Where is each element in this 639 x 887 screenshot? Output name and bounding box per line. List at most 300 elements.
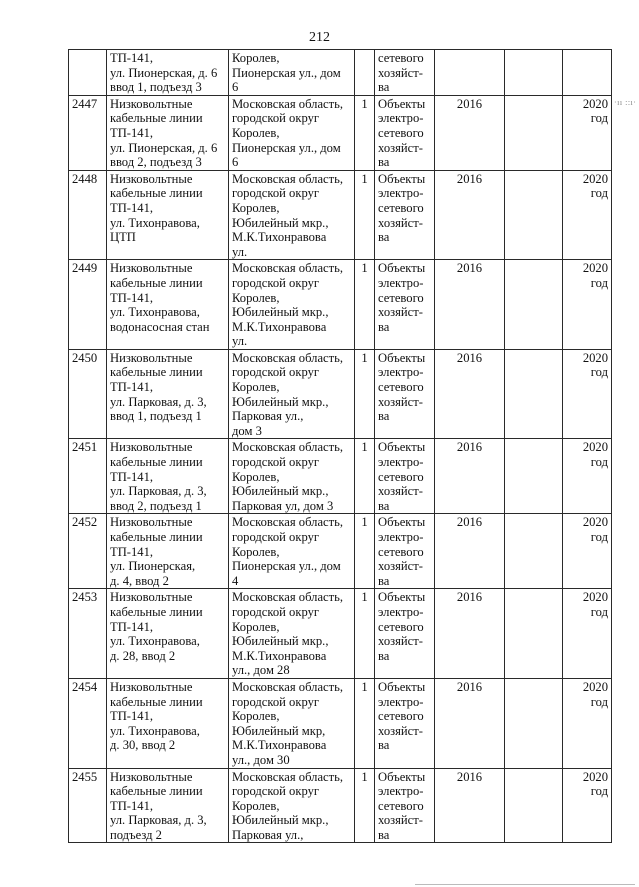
term-cell [563,439,612,514]
address-cell [229,768,355,843]
object-type-line: Объекты [378,515,426,530]
term-year: 2020 [582,440,608,455]
object-year: 2016 [456,96,483,111]
object-type-line: хозяйст- [378,723,423,738]
object-type-line: ва [378,80,390,95]
empty-cell [505,170,563,260]
object-type-line: Объекты [378,171,426,186]
term-unit: год [590,530,608,544]
object-address [232,770,351,843]
object-name-line: кабельные линии [110,455,203,470]
address-cell [229,50,355,96]
table-row [69,349,612,439]
object-type-line: ва [378,230,390,245]
quantity-cell [355,589,375,679]
object-quantity: 1 [361,350,368,365]
term-cell [563,50,612,96]
object-address-line: Королев, [232,51,280,65]
object-address-line: Московская область, [232,261,344,276]
object-type [378,440,431,513]
object-type-line: Объекты [378,679,426,694]
object-name-line: ТП-141, [110,125,154,140]
object-address-line: ул., дом 30 [232,752,290,767]
object-type-line: ва [378,409,390,424]
object-name-line: ТП-141, [110,544,154,559]
object-address [232,261,351,349]
page-number: 212 [309,30,330,45]
object-name-cell [107,768,229,843]
year-cell [435,170,505,260]
row-number-cell [69,439,107,514]
object-address-line: городской округ [232,111,320,126]
object-address-line: Юбилейный мкр., [232,634,329,649]
object-type-line: Объекты [378,350,426,365]
object-address-line: 6 [232,80,239,95]
row-number: 2450 [72,350,98,365]
object-type [378,770,431,843]
object-name-line: кабельные линии [110,784,203,799]
object-address-line: Королев, [232,619,280,634]
object-type-cell [375,50,435,96]
object-address-line: М.К.Тихонравова [232,319,327,334]
object-name [110,351,225,424]
row-number-cell [69,95,107,170]
table-row [69,260,612,350]
object-name [110,770,225,843]
row-number-cell [69,678,107,768]
term-cell [563,95,612,170]
object-address-line: Пионерская ул., дом [232,65,341,80]
object-address [232,172,351,260]
object-type-line: сетевого [378,798,424,813]
object-quantity: 1 [361,515,368,530]
quantity-cell [355,95,375,170]
address-cell [229,260,355,350]
term-cell [563,589,612,679]
object-type-line: хозяйст- [378,140,423,155]
object-year: 2016 [456,769,483,784]
object-name-line: д. 28, ввод 2 [110,648,176,663]
quantity-cell [355,439,375,514]
object-type-line: ва [378,648,390,663]
object-address-line: городской округ [232,604,320,619]
object-address-line: Парковая ул, дом 3 [232,498,334,513]
object-type-line: ва [378,155,390,170]
quantity-cell [355,50,375,96]
table-row [69,95,612,170]
object-name-line: водонасосная стан [110,319,210,334]
object-type-line: ва [378,573,390,588]
object-address-line: Московская область, [232,96,344,111]
object-name-line: Низковольтные [110,171,193,186]
term-year: 2020 [582,96,608,111]
object-type-cell [375,514,435,589]
object-address-line: Королев, [232,200,280,215]
object-type-line: Объекты [378,590,426,605]
year-cell [435,678,505,768]
object-type-line: сетевого [378,469,424,484]
object-name-line: Низковольтные [110,769,193,784]
object-name-line: ТП-141, [110,290,154,305]
term-cell [563,514,612,589]
object-name-cell [107,678,229,768]
object-name-line: Низковольтные [110,515,193,530]
object-address-line: Пионерская ул., дом [232,140,341,155]
side-margin-mark: ·ıı ::ı· [614,98,637,107]
object-type-line: хозяйст- [378,215,423,230]
object-name-line: ЦТП [110,230,136,245]
object-name-cell [107,170,229,260]
object-address-line: М.К.Тихонравова [232,738,327,753]
object-name-line: ул. Парковая, д. 3, [110,394,207,409]
year-cell [435,50,505,96]
object-name-line: ввод 2, подъезд 3 [110,155,202,170]
object-address-line: городской округ [232,530,320,544]
object-name-line: Низковольтные [110,440,193,455]
object-type-line: электро- [378,784,424,799]
object-name [110,590,225,663]
object-name-line: Низковольтные [110,96,193,111]
object-address-line: Юбилейный мкр., [232,305,329,320]
object-year: 2016 [456,350,483,365]
row-number-cell [69,768,107,843]
object-address-line: Королев, [232,544,280,559]
object-quantity: 1 [361,769,368,784]
address-cell [229,349,355,439]
empty-cell [505,514,563,589]
object-type [378,590,431,663]
row-number: 2451 [72,440,98,455]
object-quantity: 1 [361,679,368,694]
object-quantity: 1 [361,261,368,276]
row-number: 2447 [72,96,98,111]
object-type-line: Объекты [378,96,426,111]
object-address-line: Юбилейный мкр., [232,813,329,828]
object-address-line: Юбилейный мкр, [232,723,326,738]
object-type [378,97,431,170]
object-name-line: ул. Пионерская, [110,559,196,574]
object-type-line: Объекты [378,440,426,455]
object-quantity: 1 [361,440,368,455]
row-number: 2453 [72,590,98,605]
object-year: 2016 [456,590,483,605]
object-name-line: Низковольтные [110,679,193,694]
object-name-cell [107,439,229,514]
table-row [69,50,612,96]
object-type-line: сетевого [378,709,424,724]
object-type [378,515,431,588]
object-name [110,261,225,334]
object-year: 2016 [456,171,483,186]
object-name-line: кабельные линии [110,694,203,709]
object-address-line: Королев, [232,709,280,724]
object-type-line: сетевого [378,51,424,65]
object-name-line: ТП-141, [110,200,154,215]
term-year: 2020 [582,515,608,530]
object-name-line: ул. Тихонравова, [110,305,200,320]
object-address-line: Московская область, [232,590,344,605]
object-type-cell [375,439,435,514]
row-number-cell [69,514,107,589]
object-type-line: сетевого [378,125,424,140]
address-cell [229,95,355,170]
object-year: 2016 [456,679,483,694]
quantity-cell [355,514,375,589]
term-cell [563,349,612,439]
object-address-line: Московская область, [232,171,344,186]
table-row [69,678,612,768]
object-type-line: хозяйст- [378,484,423,499]
object-address-line: городской округ [232,784,320,799]
object-type-line: хозяйст- [378,65,423,80]
object-type-line: электро- [378,530,424,544]
term-year: 2020 [582,590,608,605]
object-address-line: Московская область, [232,440,344,455]
quantity-cell [355,260,375,350]
object-address-line: Юбилейный мкр., [232,394,329,409]
object-name-cell [107,260,229,350]
object-address-line: ул., дом 28 [232,663,290,678]
term-unit: год [590,111,608,126]
object-type-line: хозяйст- [378,559,423,574]
object-address-line: Парковая ул., [232,827,304,842]
object-type-line: хозяйст- [378,634,423,649]
year-cell [435,589,505,679]
term-unit: год [590,365,608,380]
term-unit: год [590,455,608,470]
row-number-cell [69,349,107,439]
object-type [378,51,431,95]
object-name-line: ТП-141, [110,619,154,634]
empty-cell [505,439,563,514]
object-address-line: М.К.Тихонравова [232,230,327,245]
object-name-line: ул. Тихонравова, [110,215,200,230]
object-type-cell [375,260,435,350]
quantity-cell [355,349,375,439]
object-name-line: кабельные линии [110,530,203,544]
row-number-cell [69,50,107,96]
row-number-cell [69,260,107,350]
object-address-line: дом 3 [232,423,262,438]
address-cell [229,439,355,514]
object-name-line: ул. Пионерская, д. 6 [110,65,218,80]
object-type-cell [375,768,435,843]
object-quantity: 1 [361,171,368,186]
object-quantity: 1 [361,96,368,111]
object-type-line: хозяйст- [378,813,423,828]
term-cell [563,678,612,768]
address-cell [229,170,355,260]
term-year: 2020 [582,171,608,186]
object-name-line: ТП-141, [110,380,154,395]
bottom-rule [415,884,635,885]
object-type-line: сетевого [378,380,424,395]
object-name-line: Низковольтные [110,350,193,365]
year-cell [435,95,505,170]
object-name-line: д. 30, ввод 2 [110,738,176,753]
object-address-line: 6 [232,155,239,170]
term-cell [563,260,612,350]
term-unit: год [590,694,608,709]
object-address-line: ул. [232,244,248,259]
object-address [232,590,351,678]
object-type-line: хозяйст- [378,305,423,320]
object-address-line: Пионерская ул., дом [232,559,341,574]
object-address-line: М.К.Тихонравова [232,648,327,663]
object-type-line: электро- [378,186,424,201]
empty-cell [505,349,563,439]
term-unit: год [590,275,608,290]
term-unit: год [590,784,608,799]
object-name [110,97,225,170]
address-cell [229,678,355,768]
object-name [110,680,225,753]
object-name-line: ул. Тихонравова, [110,634,200,649]
object-address-line: городской округ [232,365,320,380]
row-number: 2455 [72,769,98,784]
object-name [110,440,225,513]
table-row [69,514,612,589]
term-year: 2020 [582,350,608,365]
object-name-line: ТП-141, [110,469,154,484]
address-cell [229,514,355,589]
object-address-line: Парковая ул., [232,409,304,424]
object-address [232,351,351,439]
term-year: 2020 [582,769,608,784]
quantity-cell [355,678,375,768]
quantity-cell [355,170,375,260]
object-type-line: Объекты [378,769,426,784]
row-number-cell [69,170,107,260]
object-address-line: Московская область, [232,350,344,365]
object-type-line: электро- [378,111,424,126]
object-address [232,515,351,588]
object-address [232,440,351,513]
object-type-line: ва [378,738,390,753]
object-name-line: кабельные линии [110,186,203,201]
object-type-line: электро- [378,275,424,290]
object-address-line: Московская область, [232,515,344,530]
row-number: 2454 [72,679,98,694]
term-unit: год [590,186,608,201]
object-type-cell [375,678,435,768]
object-type-line: ва [378,827,390,842]
object-type-line: ва [378,498,390,513]
object-type-line: электро- [378,694,424,709]
object-name-line: ул. Парковая, д. 3, [110,484,207,499]
quantity-cell [355,768,375,843]
row-number: 2449 [72,261,98,276]
empty-cell [505,95,563,170]
object-type-line: сетевого [378,200,424,215]
object-address-line: городской округ [232,186,320,201]
term-cell [563,170,612,260]
object-type-line: сетевого [378,619,424,634]
object-name-line: ул. Пионерская, д. 6 [110,140,218,155]
object-name-line: кабельные линии [110,275,203,290]
object-name-line: ТП-141, [110,51,154,65]
object-type-line: ва [378,319,390,334]
object-type [378,261,431,334]
object-address-line: Юбилейный мкр., [232,484,329,499]
object-type-cell [375,349,435,439]
object-name-line: ввод 1, подъезд 1 [110,409,202,424]
object-address-line: городской округ [232,275,320,290]
object-name-line: Низковольтные [110,261,193,276]
object-type-line: Объекты [378,261,426,276]
address-cell [229,589,355,679]
object-address-line: Московская область, [232,769,344,784]
table-row [69,170,612,260]
object-name-line: ввод 2, подъезд 1 [110,498,202,513]
object-name-line: д. 4, ввод 2 [110,573,169,588]
row-number-cell [69,589,107,679]
object-address-line: Королев, [232,469,280,484]
object-name-line: ввод 1, подъезд 3 [110,80,202,95]
term-cell [563,768,612,843]
object-address-line: 4 [232,573,239,588]
object-name-cell [107,50,229,96]
object-address-line: Королев, [232,290,280,305]
object-type-cell [375,95,435,170]
object-name-line: кабельные линии [110,111,203,126]
registry-table-body [69,50,612,843]
object-name [110,515,225,588]
empty-cell [505,678,563,768]
object-name-line: Низковольтные [110,590,193,605]
year-cell [435,439,505,514]
object-type-line: хозяйст- [378,394,423,409]
object-address-line: ул. [232,334,248,349]
empty-cell [505,589,563,679]
object-name-line: ТП-141, [110,709,154,724]
object-type-line: сетевого [378,290,424,305]
row-number: 2448 [72,171,98,186]
object-year: 2016 [456,440,483,455]
term-unit: год [590,604,608,619]
object-name [110,172,225,245]
object-name-cell [107,95,229,170]
object-address-line: городской округ [232,694,320,709]
object-name-line: ул. Парковая, д. 3, [110,813,207,828]
object-name-line: ул. Тихонравова, [110,723,200,738]
object-year: 2016 [456,515,483,530]
object-name-line: подъезд 2 [110,827,162,842]
object-year: 2016 [456,261,483,276]
year-cell [435,349,505,439]
object-type-line: электро- [378,455,424,470]
object-address-line: Королев, [232,798,280,813]
term-year: 2020 [582,679,608,694]
registry-table [68,49,612,843]
object-type [378,172,431,245]
object-type [378,680,431,753]
row-number: 2452 [72,515,98,530]
object-address-line: Юбилейный мкр., [232,215,329,230]
empty-cell [505,260,563,350]
object-type-line: сетевого [378,544,424,559]
term-year: 2020 [582,261,608,276]
empty-cell [505,768,563,843]
table-row [69,439,612,514]
empty-cell [505,50,563,96]
table-row [69,768,612,843]
object-name-cell [107,514,229,589]
year-cell [435,514,505,589]
object-address [232,680,351,768]
object-address-line: Королев, [232,380,280,395]
object-type [378,351,431,424]
